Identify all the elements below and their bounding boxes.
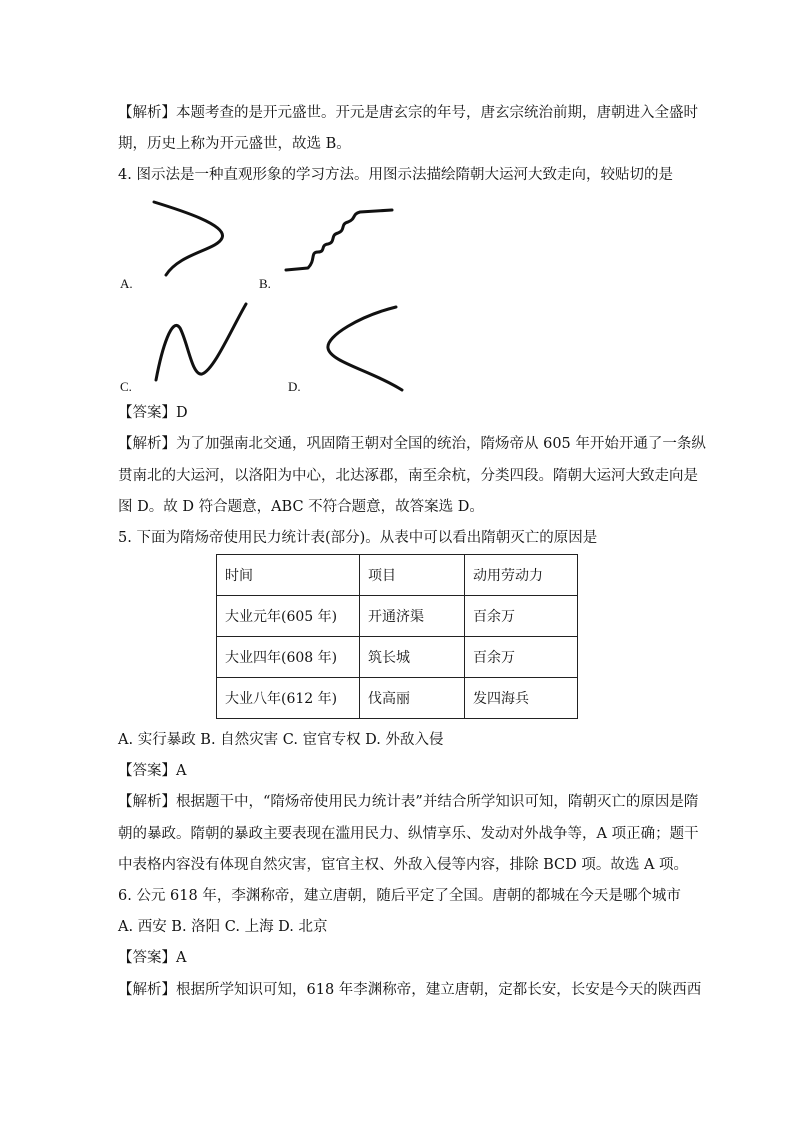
- figure-a-curve: [140, 195, 240, 285]
- q6-analysis-line-1: 【解析】根据所学知识可知，618 年李渊称帝，建立唐朝，定都长安，长安是今天的陕西西: [118, 982, 702, 998]
- option-d-label: D.: [288, 379, 301, 394]
- table-header-cell: 项目: [360, 555, 465, 596]
- figure-c-curve: [150, 298, 255, 386]
- option-c-label: C.: [120, 379, 132, 394]
- table-cell: 开通济渠: [360, 596, 465, 637]
- q4-analysis-line-1: 【解析】为了加强南北交通，巩固隋王朝对全国的统治，隋炀帝从 605 年开始开通了一条纵: [118, 436, 706, 452]
- table-cell: 大业八年(612 年): [217, 678, 360, 719]
- q5-answer: 【答案】A: [118, 763, 187, 779]
- table-cell: 筑长城: [360, 637, 465, 678]
- q4-answer: 【答案】D: [118, 405, 188, 421]
- q5-analysis-line-2: 朝的暴政。隋朝的暴政主要表现在滥用民力、纵情享乐、发动对外战争等，A 项正确；题干: [118, 826, 699, 842]
- q6-answer: 【答案】A: [118, 950, 187, 966]
- table-cell: 发四海兵: [465, 678, 578, 719]
- q5-analysis-line-1: 【解析】根据题干中，“隋炀帝使用民力统计表”并结合所学知识可知，隋朝灭亡的原因是隋: [118, 794, 699, 810]
- q6-stem: 6. 公元 618 年，李渊称帝，建立唐朝，随后平定了全国。唐朝的都城在今天是哪个城市: [118, 888, 681, 904]
- table-cell: 伐高丽: [360, 678, 465, 719]
- q4-stem: 4. 图示法是一种直观形象的学习方法。用图示法描绘隋朝大运河大致走向，较贴切的是: [118, 167, 673, 183]
- figure-d-curve: [320, 298, 410, 394]
- table-cell: 百余万: [465, 637, 578, 678]
- table-header-row: [217, 555, 578, 596]
- table-header-cell: 时间: [217, 555, 360, 596]
- table-cell: 百余万: [465, 596, 578, 637]
- table-row: [217, 637, 578, 678]
- q5-analysis-line-3: 中表格内容没有体现自然灾害，宦官主权、外敌入侵等内容，排除 BCD 项。故选 A 项。: [118, 857, 689, 873]
- table-cell: 大业四年(608 年): [217, 637, 360, 678]
- q3-analysis-line-1: 【解析】本题考查的是开元盛世。开元是唐玄宗的年号，唐玄宗统治前期，唐朝进入全盛时: [118, 105, 698, 121]
- figure-b-curve: [280, 200, 400, 280]
- q6-options: A. 西安 B. 洛阳 C. 上海 D. 北京: [118, 919, 328, 935]
- table-cell: 大业元年(605 年): [217, 596, 360, 637]
- option-b-label: B.: [259, 276, 271, 291]
- table-row: [217, 596, 578, 637]
- labor-statistics-table: [216, 554, 578, 719]
- table-header-cell: 动用劳动力: [465, 555, 578, 596]
- q5-stem: 5. 下面为隋炀帝使用民力统计表(部分)。从表中可以看出隋朝灭亡的原因是: [118, 530, 598, 546]
- q4-analysis-line-2: 贯南北的大运河，以洛阳为中心，北达涿郡，南至余杭，分类四段。隋朝大运河大致走向是: [118, 468, 698, 484]
- q3-analysis-line-2: 期，历史上称为开元盛世，故选 B。: [118, 136, 351, 152]
- option-a-label: A.: [120, 276, 133, 291]
- q4-analysis-line-3: 图 D。故 D 符合题意，ABC 不符合题意，故答案选 D。: [118, 499, 484, 515]
- q5-options: A. 实行暴政 B. 自然灾害 C. 宦官专权 D. 外敌入侵: [118, 732, 444, 748]
- table-row: [217, 678, 578, 719]
